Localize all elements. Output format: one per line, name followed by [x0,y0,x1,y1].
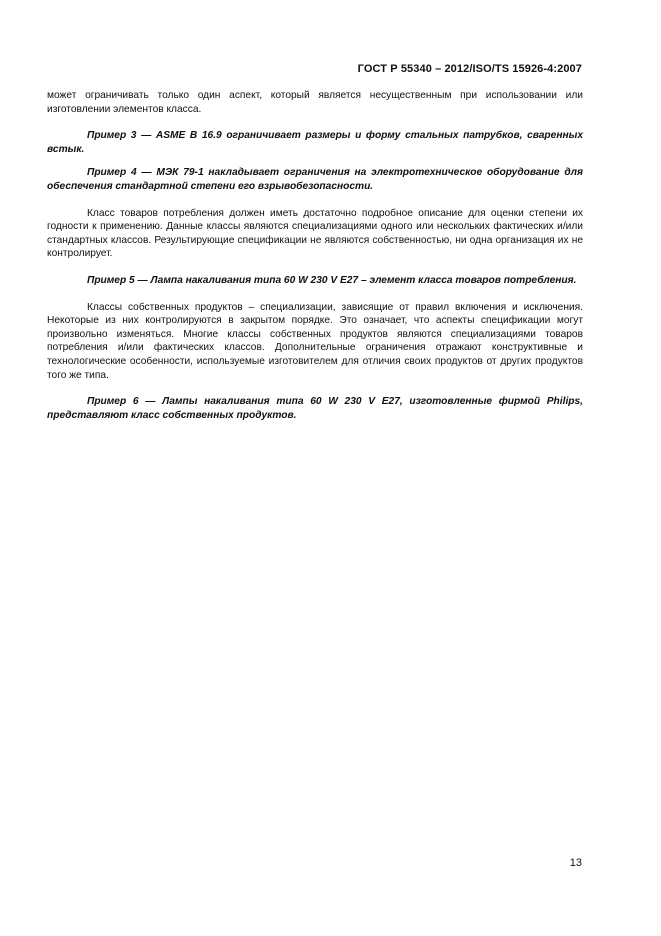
page-number: 13 [569,857,582,869]
paragraph-own-products: Классы собственных продуктов – специализации, зависящие от правил включения и исключения. Некоторые из них контролируются в закрытом порядке. Это означает, что аспекты спецификации могут произвольно изменяться. Многие классы собственных продуктов являются специализациями товаров потребления и/или фактических классов. Дополнительные ограничения отражают конструктивные и технологические особенности, используемые изготовителем для отличия своих продуктов от других продуктов того же типа. [47,301,583,381]
paragraph-continuation: может ограничивать только один аспект, который является несущественным при использовании или изготовлении элементов класса. [47,90,583,115]
example-4: Пример 4 — МЭК 79-1 накладывает ограничения на электротехническое оборудование для обеспечения стандартной степени его взрывобезопасности. [47,167,583,192]
example-3: Пример 3 — ASME B 16.9 ограничивает размеры и форму стальных патрубков, сваренных встык. [47,130,583,155]
example-5: Пример 5 — Лампа накаливания типа 60 W 230 V E27 – элемент класса товаров потребления. [87,274,577,286]
paragraph-consumer-goods: Класс товаров потребления должен иметь достаточно подробное описание для оценки степени их годности к применению. Данные классы являются специализациями одного или нескольких фактических и/или стандартных классов. Результирующие спецификации не являются собственностью, ни одна организация их не контролирует. [47,207,583,260]
example-6: Пример 6 — Лампы накаливания типа 60 W 230 V E27, изготовленные фирмой Philips, представляют класс собственных продуктов. [47,396,583,421]
document-body [47,89,583,422]
standard-code-header: ГОСТ Р 55340 – 2012/ISO/TS 15926-4:2007 [357,63,582,75]
